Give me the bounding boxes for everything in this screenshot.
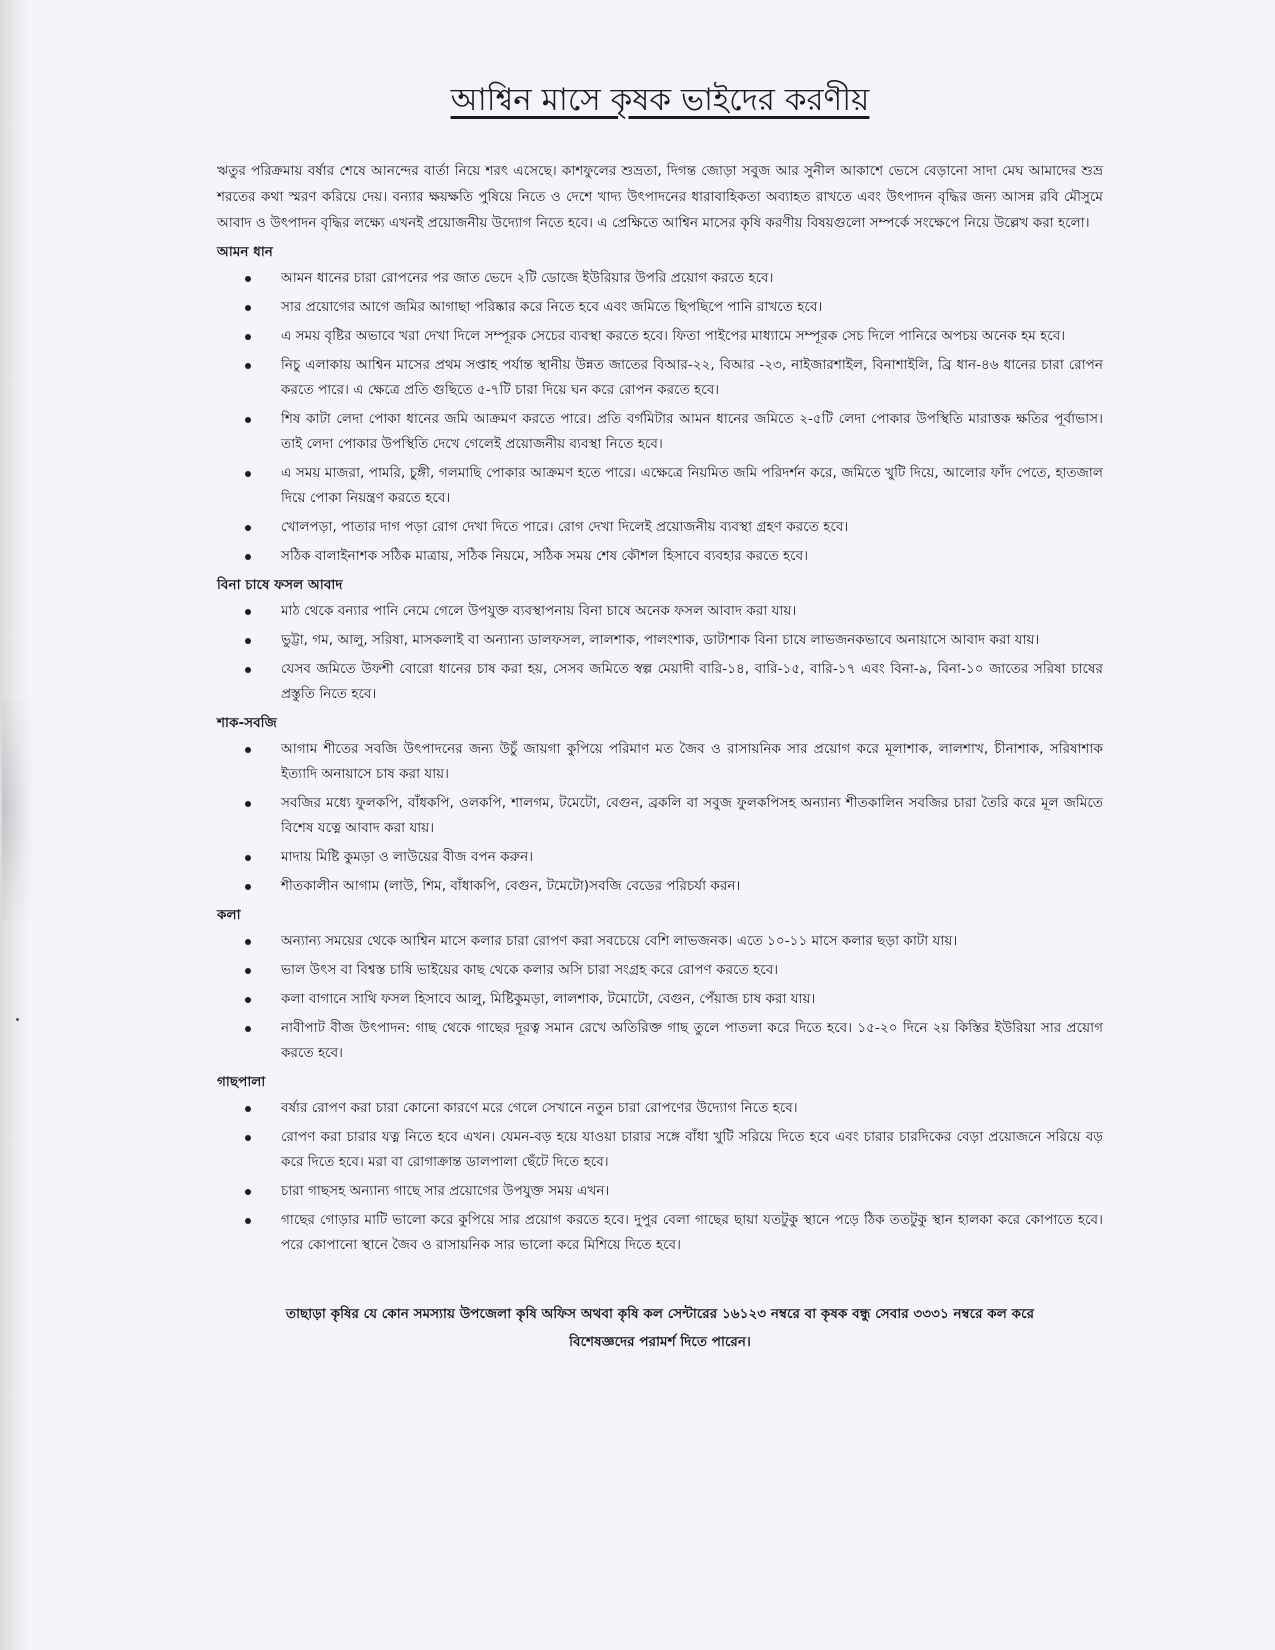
bullet-icon bbox=[245, 1135, 251, 1141]
scan-smudge bbox=[2, 700, 32, 920]
bullet-icon bbox=[245, 334, 251, 340]
list-item-text: চারা গাছসহ অন্যান্য গাছে সার প্রয়োগের উপযুক্ত সময় এখন। bbox=[281, 1183, 610, 1199]
list-item bbox=[281, 353, 1103, 403]
bullet-list bbox=[217, 599, 1103, 707]
list-item bbox=[281, 929, 1103, 954]
list-item-text: অন্যান্য সময়ের থেকে আশ্বিন মাসে কলার চারা রোপণ করা সবচেয়ে বেশি লাভজনক। এতে ১০-১১ মাসে কলার ছড়া কাটা যায়। bbox=[281, 933, 958, 949]
list-item bbox=[281, 544, 1103, 569]
bullet-icon bbox=[245, 1106, 251, 1112]
bullet-icon bbox=[245, 525, 251, 531]
list-item bbox=[281, 628, 1103, 653]
list-item-text: গাছের গোড়ার মাটি ভালো করে কুপিয়ে সার প্রয়োগ করতে হবে। দুপুর বেলা গাছের ছায়া যতটুকু স্থানে পড়ে ঠিক ততটুকু স্থান হালকা করে কোপাতে হবে। পরে কোপানো স্থানে জৈব ও রাসায়নিক সার ভালো করে মিশিয়ে দিতে হবে। bbox=[281, 1212, 1103, 1253]
section-heading: কলা bbox=[217, 907, 241, 923]
bullet-icon bbox=[245, 417, 251, 423]
bullet-icon bbox=[245, 747, 251, 753]
document-title: আশ্বিন মাসে কৃষক ভাইদের করণীয় bbox=[450, 82, 870, 118]
bullet-icon bbox=[245, 939, 251, 945]
list-item bbox=[281, 1096, 1103, 1121]
list-item-text: এ সময় বৃষ্টির অভাবে খরা দেখা দিলে সম্পূরক সেচের ব্যবস্থা করতে হবে। ফিতা পাইপের মাধ্যামে সম্পূরক সেচ দিলে পানিরে অপচয় অনেক হম হবে। bbox=[281, 328, 1066, 344]
bullet-list bbox=[217, 266, 1103, 569]
list-item bbox=[281, 874, 1103, 899]
footer-note: তাছাড়া কৃষির যে কোন সমস্যায় উপজেলা কৃষি অফিস অথবা কৃষি কল সেন্টারের ১৬১২৩ নম্বরে বা কৃষক বন্ধু সেবার ৩৩৩১ নম্বরে কল করে বিশেষজ্ঞদের পরামর্শ দিতে পারেন। bbox=[285, 1306, 1035, 1350]
bullet-icon bbox=[245, 884, 251, 890]
document-page bbox=[217, 80, 1103, 1356]
section-block bbox=[217, 903, 1103, 1066]
list-item-text: নিচু এলাকায় আশ্বিন মাসের প্রথম সপ্তাহ পর্যান্ত স্থানীয় উন্নত জাতের বিআর-২২, বিআর -২৩, নাইজারশাইল, বিনাশাইলি, ব্রি ধান-৪৬ ধানের চারা রোপন করতে পারে। এ ক্ষেত্রে প্রতি গুছিতে ৫-৭টি চারা দিয়ে ঘন করে রোপন করতে হবে। bbox=[281, 357, 1103, 398]
bullet-icon bbox=[245, 667, 251, 673]
bullet-list bbox=[217, 737, 1103, 899]
list-item bbox=[281, 791, 1103, 841]
list-item-text: আগাম শীতের সবজি উৎপাদনের জন্য উচুঁ জায়গা কুপিয়ে পরিমাণ মত জৈব ও রাসায়নিক সার প্রয়োগ করে মূলাশাক, লালশাখ, চীনাশাক, সরিষাশাক ইত্যাদি অনায়াসে চাষ করা যায়। bbox=[281, 741, 1103, 782]
list-item-text: সার প্রয়োগের আগে জমির আগাছা পরিষ্কার করে নিতে হবে এবং জমিতে ছিপছিপে পানি রাখতে হবে। bbox=[281, 299, 823, 315]
bullet-icon bbox=[245, 276, 251, 282]
section-block bbox=[217, 240, 1103, 569]
list-item-text: শিষ কাটা লেদা পোকা ধানের জমি আক্রমণ করতে পারে। প্রতি বর্গমিটার আমন ধানের জমিতে ২-৫টি লেদা পোকার উপস্থিতি মারাত্তক ক্ষতির পূর্বাভাস। তাই লেদা পোকার উপস্থিতি দেখে গেলেই প্রয়োজনীয় ব্যবস্থা নিতে হবে। bbox=[281, 411, 1103, 452]
bullet-icon bbox=[245, 1189, 251, 1195]
list-item bbox=[281, 599, 1103, 624]
list-item bbox=[281, 1125, 1103, 1175]
section-heading: বিনা চাষে ফসল আবাদ bbox=[217, 577, 343, 593]
list-item-text: আমন ধানের চারা রোপনের পর জাত ভেদে ২টি ডোজে ইউরিয়ার উপরি প্রয়োগ করতে হবে। bbox=[281, 270, 774, 286]
bullet-list bbox=[217, 929, 1103, 1066]
list-item-text: কলা বাগানে সাথি ফসল হিসাবে আলু, মিষ্টিকুমড়া, লালশাক, টমোটো, বেগুন, পেঁয়াজ চাষ করা যায়। bbox=[281, 991, 816, 1007]
section-heading: আমন ধান bbox=[217, 244, 273, 260]
section-block bbox=[217, 1070, 1103, 1258]
list-item-text: সবজির মধ্যে ফুলকপি, বাঁধকপি, ওলকপি, শালগম, টমেটো, বেগুন, ব্রকলি বা সবুজ ফুলকপিসহ অন্যান্য শীতকালিন সবজির চারা তৈরি করে মূল জমিতে বিশেষ যত্নে আবাদ করা যায়। bbox=[281, 795, 1103, 836]
section-heading: গাছপালা bbox=[217, 1074, 266, 1090]
bullet-icon bbox=[245, 968, 251, 974]
list-item-text: রোপণ করা চারার যত্ন নিতে হবে এখন। যেমন-বড় হয়ে যাওয়া চারার সঙ্গে বাঁধা খুটি সরিয়ে দিতে হবে এবং চারার চারদিকের বেড়া প্রয়োজনে সরিয়ে বড় করে দিতে হবে। মরা বা রোগাক্রান্ত ডালপালা ছেঁটে দিতে হবে। bbox=[281, 1129, 1103, 1170]
bullet-icon bbox=[245, 801, 251, 807]
list-item bbox=[281, 737, 1103, 787]
bullet-icon bbox=[245, 471, 251, 477]
bullet-icon bbox=[245, 638, 251, 644]
list-item-text: ভুট্টা, গম, আলু, সরিষা, মাসকলাই বা অন্যান্য ডালফসল, লালশাক, পালংশাক, ডাটাশাক বিনা চাষে লাভজনকভাবে অনায়াসে আবাদ করা যায়। bbox=[281, 632, 1040, 648]
list-item bbox=[281, 515, 1103, 540]
list-item-text: নাবীপাট বীজ উৎপাদন: গাছ থেকে গাছের দূরত্ব সমান রেখে অতিরিক্ত গাছ তুলে পাতলা করে দিতে হবে। ১৫-২০ দিনে ২য় কিস্তির ইউরিয়া সার প্রয়োগ করতে হবে। bbox=[281, 1020, 1103, 1061]
list-item bbox=[281, 657, 1103, 707]
list-item-text: সঠিক বালাইনাশক সঠিক মাত্রায়, সঠিক নিয়মে, সঠিক সময় শেষ কৌশল হিসাবে ব্যবহার করতে হবে। bbox=[281, 548, 809, 564]
list-item-text: মাঠ থেকে বন্যার পানি নেমে গেলে উপযুক্ত ব্যবস্থাপনায় বিনা চাষে অনেক ফসল আবাদ করা যায়। bbox=[281, 603, 797, 619]
scan-dust-speck bbox=[16, 1018, 19, 1021]
list-item-text: মাদায় মিষ্টি কুমড়া ও লাউয়ের বীজ বপন করুন। bbox=[281, 849, 534, 865]
bullet-icon bbox=[245, 1218, 251, 1224]
bullet-icon bbox=[245, 1026, 251, 1032]
list-item bbox=[281, 461, 1103, 511]
list-item bbox=[281, 958, 1103, 983]
list-item bbox=[281, 295, 1103, 320]
list-item bbox=[281, 266, 1103, 291]
sections-container bbox=[217, 240, 1103, 1258]
section-block bbox=[217, 711, 1103, 899]
list-item-text: বর্ষার রোপণ করা চারা কোনো কারণে মরে গেলে সেখানে নতুন চারা রোপণের উদ্যোগ নিতে হবে। bbox=[281, 1100, 798, 1116]
list-item bbox=[281, 1179, 1103, 1204]
list-item bbox=[281, 407, 1103, 457]
bullet-icon bbox=[245, 997, 251, 1003]
bullet-icon bbox=[245, 554, 251, 560]
list-item-text: শীতকালীন আগাম (লাউ, শিম, বাঁধাকপি, বেগুন, টমেটো)সবজি বেডের পরিচর্যা করন। bbox=[281, 878, 741, 894]
section-heading: শাক-সবজি bbox=[217, 715, 277, 731]
bullet-list bbox=[217, 1096, 1103, 1258]
list-item bbox=[281, 324, 1103, 349]
bullet-icon bbox=[245, 855, 251, 861]
list-item bbox=[281, 845, 1103, 870]
list-item bbox=[281, 1016, 1103, 1066]
intro-paragraph: ঋতুর পরিক্রমায় বর্ষার শেষে আনন্দের বার্তা নিয়ে শরৎ এসেছে। কাশফুলের শুভ্রতা, দিগন্ত জোড়া সবুজ আর সুনীল আকাশে ভেসে বেড়ানো সাদা মেঘ আমাদের শুভ্র শরতের কথা স্মরণ করিয়ে দেয়। বন্যার ক্ষয়ক্ষতি পুষিয়ে নিতে ও দেশে খাদ্য উৎপাদনের ধারাবাহিকতা অব্যাহত রাখতে এবং উৎপাদন বৃদ্ধির জন্য আসন্ন রবি মৌসুমে আবাদ ও উৎপাদন বৃদ্ধির লক্ষ্যে এখনই প্রয়োজনীয় উদ্যোগ নিতে হবে। এ প্রেক্ষিতে আশ্বিন মাসের কৃষি করণীয় বিষয়গুলো সম্পর্কে সংক্ষেপে নিয়ে উল্লেখ করা হলো। bbox=[217, 163, 1103, 231]
list-item bbox=[281, 987, 1103, 1012]
list-item-text: এ সময় মাজরা, পামরি, চুঙ্গী, গলমাছি পোকার আক্রমণ হতে পারে। এক্ষেত্রে নিয়মিত জমি পরিদর্শন করে, জমিতে খুটি দিয়ে, আলোর ফাঁদ পেতে, হাতজাল দিয়ে পোকা নিয়ন্ত্রণ করতে হবে। bbox=[281, 465, 1103, 506]
bullet-icon bbox=[245, 305, 251, 311]
section-block bbox=[217, 573, 1103, 707]
list-item-text: যেসব জমিতে উফশী বোরো ধানের চাষ করা হয়, সেসব জমিতে স্বল্প মেয়াদী বারি-১৪, বারি-১৫, বারি-১৭ এবং বিনা-৯, বিনা-১০ জাতের সরিষা চাষের প্রস্তুতি নিতে হবে। bbox=[281, 661, 1103, 702]
list-item bbox=[281, 1208, 1103, 1258]
list-item-text: খোলপড়া, পাতার দাগ পড়া রোগ দেখা দিতে পারে। রোগ দেখা দিলেই প্রয়োজনীয় ব্যবস্থা গ্রহণ করতে হবে। bbox=[281, 519, 849, 535]
bullet-icon bbox=[245, 609, 251, 615]
bullet-icon bbox=[245, 363, 251, 369]
list-item-text: ভাল উৎস বা বিশ্বস্ত চাষি ভাইয়ের কাছ থেকে কলার অসি চারা সংগ্রহ করে রোপণ করতে হবে। bbox=[281, 962, 779, 978]
